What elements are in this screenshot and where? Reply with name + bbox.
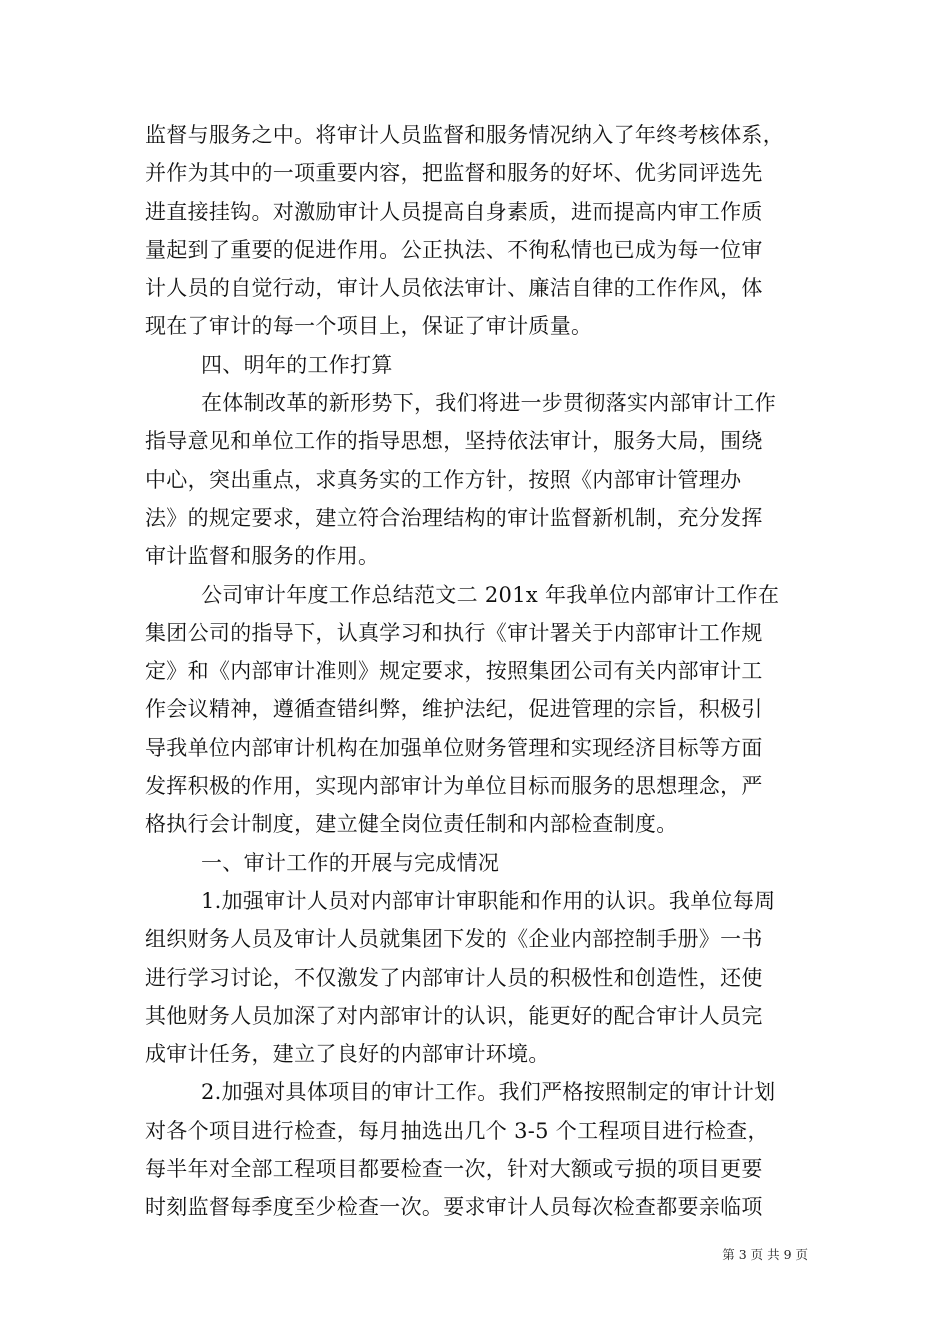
- text-line: 其他财务人员加深了对内部审计的认识，能更好的配合审计人员完: [145, 1003, 763, 1028]
- text-line: 集团公司的指导下，认真学习和执行《审计署关于内部审计工作规: [145, 620, 763, 645]
- text-line: 并作为其中的一项重要内容，把监督和服务的好坏、优劣同评选先: [145, 161, 763, 186]
- text-line: 指导意见和单位工作的指导思想，坚持依法审计，服务大局，围绕: [145, 429, 763, 454]
- text-line: 在体制改革的新形势下，我们将进一步贯彻落实内部审计工作: [201, 391, 777, 416]
- page-number: 第 3 页 共 9 页: [722, 1247, 808, 1262]
- text-line: 量起到了重要的促进作用。公正执法、不徇私情也已成为每一位审: [145, 237, 763, 262]
- text-line: 计人员的自觉行动，审计人员依法审计、廉洁自律的工作作风，体: [145, 276, 763, 301]
- text-line: 作会议精神，遵循查错纠弊，维护法纪，促进管理的宗旨，积极引: [145, 697, 763, 722]
- text-line: 1.加强审计人员对内部审计审职能和作用的认识。我单位每周: [201, 888, 776, 913]
- text-line: 一、审计工作的开展与完成情况: [201, 850, 500, 875]
- text-line: 定》和《内部审计准则》规定要求，按照集团公司有关内部审计工: [145, 659, 763, 684]
- text-line: 监督与服务之中。将审计人员监督和服务情况纳入了年终考核体系，: [145, 123, 784, 147]
- text-line: 进行学习讨论，不仅激发了内部审计人员的积极性和创造性，还使: [145, 965, 763, 990]
- text-line: 每半年对全部工程项目都要检查一次，针对大额或亏损的项目更要: [145, 1157, 763, 1182]
- text-line: 中心，突出重点，求真务实的工作方针，按照《内部审计管理办: [145, 467, 742, 492]
- text-line: 发挥积极的作用，实现内部审计为单位目标而服务的思想理念，严: [145, 774, 763, 799]
- document-body: [145, 116, 810, 1227]
- text-line: 现在了审计的每一个项目上，保证了审计质量。: [145, 314, 593, 339]
- text-line: 法》的规定要求，建立符合治理结构的审计监督新机制，充分发挥: [145, 505, 763, 530]
- text-line: 时刻监督每季度至少检查一次。要求审计人员每次检查都要亲临项: [145, 1195, 763, 1220]
- text-line: 四、明年的工作打算: [201, 352, 393, 377]
- text-line: 2.加强对具体项目的审计工作。我们严格按照制定的审计计划: [201, 1080, 776, 1105]
- text-line: 格执行会计制度，建立健全岗位责任制和内部检查制度。: [145, 812, 678, 837]
- text-line: 公司审计年度工作总结范文二 201x 年我单位内部审计工作在: [201, 582, 780, 607]
- text-line: 导我单位内部审计机构在加强单位财务管理和实现经济目标等方面: [145, 735, 763, 760]
- text-line: 对各个项目进行检查，每月抽选出几个 3-5 个工程项目进行检查，: [145, 1118, 769, 1143]
- text-line: 成审计任务，建立了良好的内部审计环境。: [145, 1042, 550, 1067]
- text-line: 审计监督和服务的作用。: [145, 544, 380, 569]
- text-line: 进直接挂钩。对激励审计人员提高自身素质，进而提高内审工作质: [145, 199, 763, 224]
- text-line: 组织财务人员及审计人员就集团下发的《企业内部控制手册》一书: [145, 927, 763, 952]
